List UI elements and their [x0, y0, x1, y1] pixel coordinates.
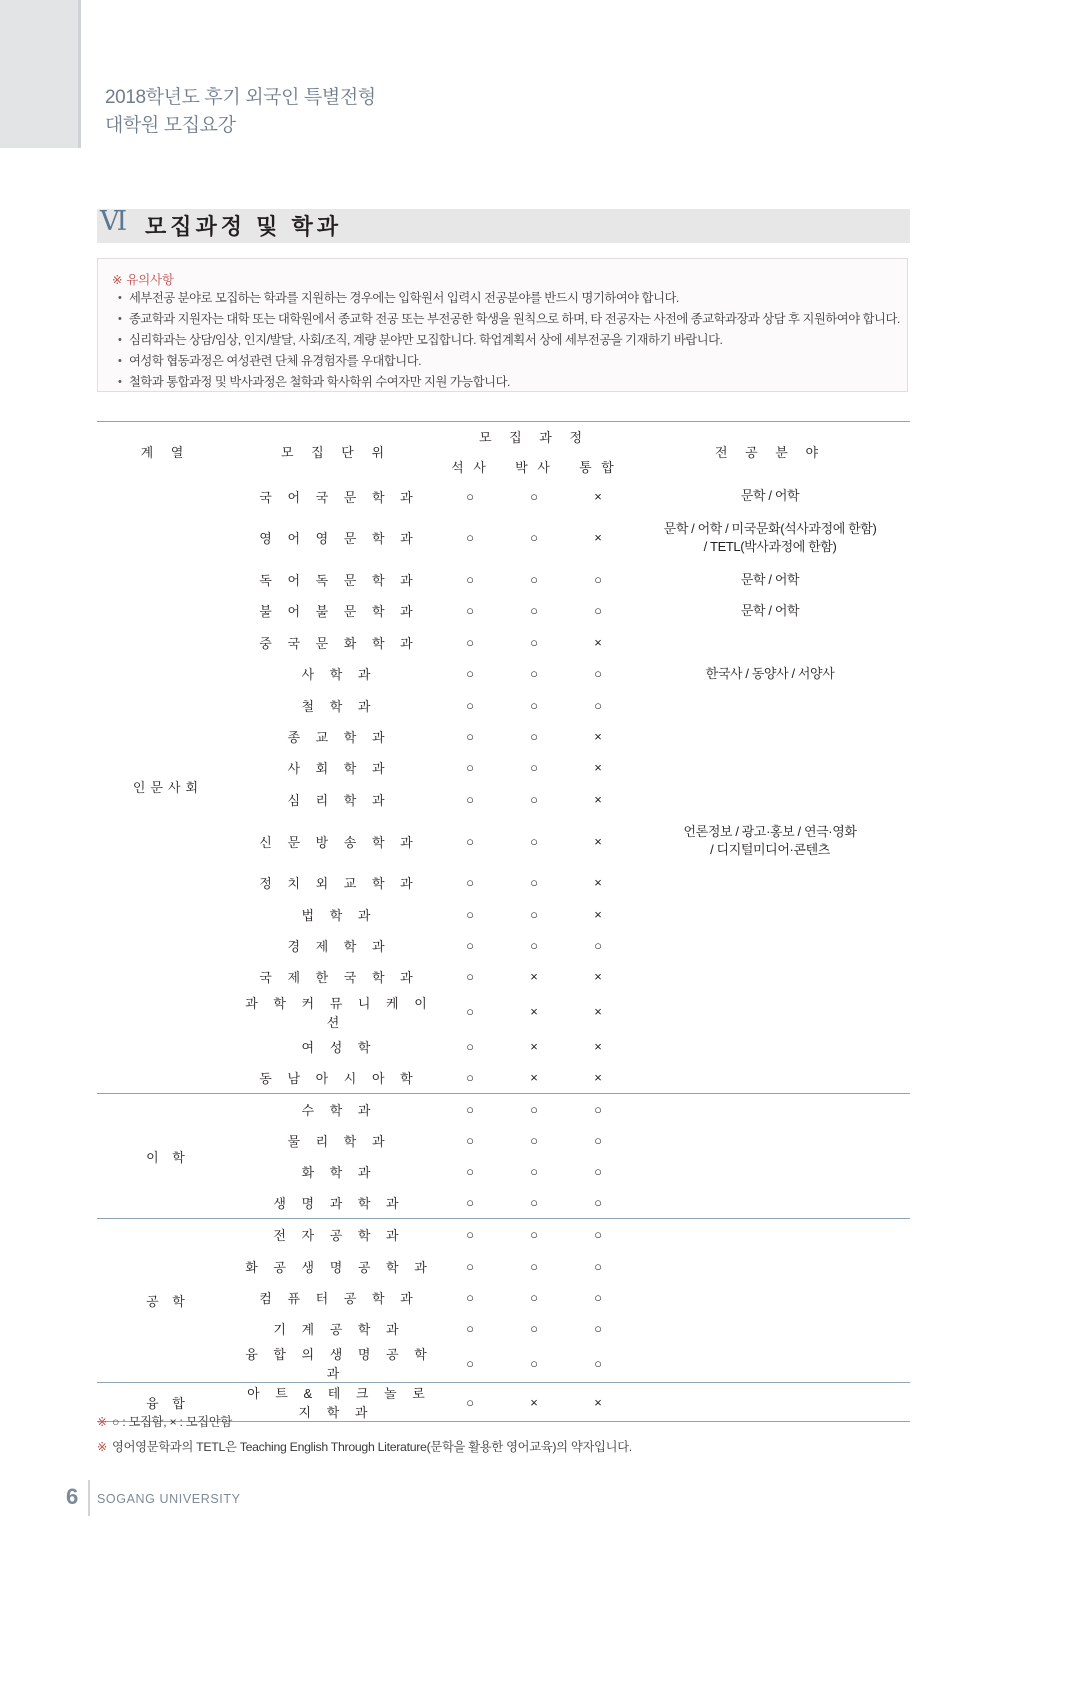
footnote — [97, 1437, 927, 1455]
major-field-cell — [630, 1313, 910, 1344]
unit-cell: 신 문 방 송 학 과 — [259, 834, 419, 850]
integrated-mark: × — [594, 488, 602, 504]
unit-cell: 국 제 한 국 학 과 — [259, 970, 419, 986]
notice-item — [118, 309, 900, 330]
doctoral-mark: ○ — [530, 488, 538, 504]
integrated-mark: ○ — [594, 1132, 602, 1148]
notice-title — [112, 270, 174, 288]
unit-cell: 독 어 독 문 학 과 — [259, 573, 419, 589]
table-row — [97, 1219, 910, 1250]
doctoral-mark: ○ — [530, 572, 538, 588]
masters-mark: ○ — [466, 697, 474, 713]
masters-mark: ○ — [466, 760, 474, 776]
table-body — [97, 481, 910, 1422]
notice-title-label: 유의사항 — [126, 273, 174, 287]
integrated-mark: × — [594, 1004, 602, 1020]
masters-mark: ○ — [438, 1383, 502, 1422]
notice-item-text: 철학과 통합과정 및 박사과정은 철학과 학사학위 수여자만 지원 가능합니다. — [129, 375, 510, 389]
major-field-cell — [630, 867, 910, 898]
major-field-cell — [630, 961, 910, 992]
notice-item — [118, 351, 900, 372]
bullet-icon: • — [118, 376, 122, 388]
masters-mark: ○ — [466, 1321, 474, 1337]
masters-mark: ○ — [466, 1227, 474, 1243]
doctoral-mark: × — [530, 969, 538, 985]
unit-cell: 화 학 과 — [301, 1165, 377, 1181]
integrated-mark: × — [594, 875, 602, 891]
unit-cell: 컴 퓨 터 공 학 과 — [259, 1290, 419, 1306]
masters-mark: ○ — [466, 634, 474, 650]
page-number: 6 — [66, 1484, 79, 1509]
notice-item-text: 심리학과는 상담/임상, 인지/발달, 사회/조직, 계량 분야만 모집합니다. 학업계획서 상에 세부전공을 기재하기 바랍니다. — [129, 333, 723, 347]
left-decorative-band — [0, 0, 78, 148]
th-doctoral: 박 사 — [515, 459, 553, 475]
notice-item — [118, 372, 900, 393]
unit-cell: 동 남 아 시 아 학 — [234, 1062, 438, 1093]
masters-mark: ○ — [466, 729, 474, 745]
integrated-mark: ○ — [566, 1188, 630, 1219]
unit-cell: 경 제 학 과 — [287, 938, 391, 954]
header-line-1: 2018학년도 후기 외국인 특별전형 — [105, 87, 376, 108]
major-field-cell: 문학 / 어학 — [740, 602, 800, 618]
notice-item-text: 여성학 협동과정은 여성관련 단체 유경험자를 우대합니다. — [129, 354, 422, 368]
masters-mark: ○ — [438, 1188, 502, 1219]
series-cell: 융 합 — [97, 1383, 234, 1422]
integrated-mark: ○ — [566, 1344, 630, 1383]
doctoral-mark: ○ — [530, 1101, 538, 1117]
unit-cell: 기 계 공 학 과 — [273, 1322, 405, 1338]
integrated-mark: × — [594, 634, 602, 650]
series-cell: 이 학 — [97, 1093, 234, 1219]
masters-mark: ○ — [466, 530, 474, 546]
doctoral-mark: × — [530, 1038, 538, 1054]
masters-mark: ○ — [438, 1062, 502, 1093]
major-field-cell — [630, 627, 910, 658]
integrated-mark: × — [594, 906, 602, 922]
masters-mark: ○ — [466, 875, 474, 891]
major-field-cell — [630, 1282, 910, 1313]
university-name: SOGANG UNIVERSITY — [97, 1492, 241, 1506]
unit-cell: 생 명 과 학 과 — [234, 1188, 438, 1219]
asterisk-icon: ※ — [97, 1415, 108, 1429]
notice-item — [118, 288, 900, 309]
doctoral-mark: ○ — [530, 1289, 538, 1305]
masters-mark: ○ — [466, 906, 474, 922]
doctoral-mark: ○ — [530, 666, 538, 682]
major-field-cell — [630, 1344, 910, 1383]
integrated-mark: ○ — [594, 666, 602, 682]
unit-cell: 사 회 학 과 — [287, 761, 391, 777]
integrated-mark: × — [594, 530, 602, 546]
page-title: 모집과정 및 학과 — [145, 214, 342, 239]
masters-mark: ○ — [466, 937, 474, 953]
integrated-mark: × — [566, 1062, 630, 1093]
integrated-mark: ○ — [594, 1164, 602, 1180]
notice-item — [118, 330, 900, 351]
major-field-cell — [630, 752, 910, 783]
unit-cell: 아 트 & 테 크 놀 로 지 학 과 — [234, 1383, 438, 1422]
doctoral-mark: ○ — [530, 791, 538, 807]
unit-cell: 물 리 학 과 — [287, 1133, 391, 1149]
notice-item-list — [118, 288, 900, 393]
integrated-mark: × — [594, 1038, 602, 1054]
footnote-text: 영어영문학과의 TETL은 Teaching English Through Literature(문학을 활용한 영어교육)의 약자입니다. — [112, 1440, 632, 1454]
unit-cell: 심 리 학 과 — [287, 792, 391, 808]
footnote-list — [97, 1412, 927, 1462]
doctoral-mark: ○ — [530, 697, 538, 713]
doctoral-mark: ○ — [530, 1227, 538, 1243]
doctoral-mark: ○ — [530, 1164, 538, 1180]
integrated-mark: ○ — [594, 697, 602, 713]
integrated-mark: × — [594, 833, 602, 849]
bullet-icon: • — [118, 355, 122, 367]
th-major-field: 전 공 분 야 — [714, 444, 826, 460]
major-field-cell: 언론정보 / 광고·홍보 / 연극·영화 / 디지털미디어·콘텐츠 — [683, 824, 857, 858]
integrated-mark: ○ — [594, 1227, 602, 1243]
doctoral-mark: ○ — [530, 760, 538, 776]
major-field-cell — [630, 784, 910, 815]
doctoral-mark: ○ — [530, 833, 538, 849]
document-header — [105, 84, 376, 139]
table-head — [97, 422, 910, 481]
doctoral-mark: ○ — [502, 1188, 566, 1219]
masters-mark: ○ — [466, 969, 474, 985]
doctoral-mark: ○ — [530, 937, 538, 953]
integrated-mark: × — [594, 969, 602, 985]
integrated-mark: × — [594, 729, 602, 745]
integrated-mark: × — [594, 791, 602, 807]
unit-cell: 전 자 공 학 과 — [273, 1228, 405, 1244]
doctoral-mark: ○ — [530, 875, 538, 891]
integrated-mark: ○ — [594, 1321, 602, 1337]
major-field-cell: 문학 / 어학 — [740, 488, 800, 504]
integrated-mark: × — [594, 760, 602, 776]
doctoral-mark: ○ — [530, 729, 538, 745]
bullet-icon: • — [118, 334, 122, 346]
footer-rule — [88, 1480, 90, 1516]
major-field-cell — [630, 1031, 910, 1062]
masters-mark: ○ — [466, 1038, 474, 1054]
masters-mark: ○ — [466, 666, 474, 682]
masters-mark: ○ — [466, 791, 474, 807]
major-field-cell — [630, 1062, 910, 1093]
notice-item-text: 종교학과 지원자는 대학 또는 대학원에서 종교학 전공 또는 부전공한 학생을 원칙으로 하며, 타 전공자는 사전에 종교학과장과 상담 후 지원하여야 합니다. — [129, 312, 900, 326]
doctoral-mark: × — [530, 1004, 538, 1020]
major-field-cell — [630, 1188, 910, 1219]
unit-cell: 화 공 생 명 공 학 과 — [245, 1259, 433, 1275]
unit-cell: 종 교 학 과 — [287, 730, 391, 746]
series-cell: 인문사회 — [97, 481, 234, 1094]
integrated-mark: ○ — [594, 1289, 602, 1305]
asterisk-icon: ※ — [112, 273, 123, 287]
unit-cell: 정 치 외 교 학 과 — [259, 876, 419, 892]
masters-mark: ○ — [466, 572, 474, 588]
integrated-mark: × — [566, 1383, 630, 1422]
doctoral-mark: ○ — [530, 1132, 538, 1148]
table-row — [97, 1093, 910, 1124]
unit-cell: 과 학 커 뮤 니 케 이 션 — [245, 995, 433, 1030]
doctoral-mark: ○ — [530, 1258, 538, 1274]
header-line-2: 대학원 모집요강 — [105, 114, 236, 136]
unit-cell: 법 학 과 — [301, 907, 377, 923]
major-field-cell: 문학 / 어학 / 미국문화(석사과정에 한함) / TETL(박사과정에 한함) — [663, 520, 877, 554]
masters-mark: ○ — [466, 488, 474, 504]
footnote-text: ○ : 모집함, × : 모집안함 — [112, 1415, 233, 1429]
integrated-mark: ○ — [594, 572, 602, 588]
unit-cell: 여 성 학 — [301, 1039, 377, 1055]
th-series: 계 열 — [140, 444, 191, 460]
series-cell: 공 학 — [97, 1219, 234, 1383]
integrated-mark: ○ — [594, 1258, 602, 1274]
bullet-icon: • — [118, 313, 122, 325]
doctoral-mark: × — [502, 1383, 566, 1422]
integrated-mark: ○ — [594, 603, 602, 619]
doctoral-mark: ○ — [530, 906, 538, 922]
major-field-cell — [630, 1250, 910, 1281]
unit-cell: 중 국 문 화 학 과 — [259, 635, 419, 651]
th-masters: 석 사 — [451, 459, 489, 475]
doctoral-mark: ○ — [530, 1321, 538, 1337]
masters-mark: ○ — [466, 833, 474, 849]
recruitment-table — [97, 421, 910, 1422]
masters-mark: ○ — [466, 1289, 474, 1305]
table-row — [97, 481, 910, 512]
unit-cell: 국 어 국 문 학 과 — [259, 489, 419, 505]
bullet-icon: • — [118, 292, 122, 304]
integrated-mark: ○ — [594, 937, 602, 953]
doctoral-mark: ○ — [530, 530, 538, 546]
footnote — [97, 1412, 927, 1430]
masters-mark: ○ — [466, 1258, 474, 1274]
masters-mark: ○ — [438, 1344, 502, 1383]
th-process-group: 모 집 과 정 — [478, 430, 590, 446]
integrated-mark: ○ — [594, 1101, 602, 1117]
left-vertical-rule — [78, 0, 81, 148]
unit-cell: 불 어 불 문 학 과 — [259, 604, 419, 620]
major-field-cell — [630, 930, 910, 961]
asterisk-icon: ※ — [97, 1440, 108, 1454]
masters-mark: ○ — [466, 1164, 474, 1180]
unit-cell: 영 어 영 문 학 과 — [259, 531, 419, 547]
masters-mark: ○ — [466, 603, 474, 619]
unit-cell: 수 학 과 — [301, 1102, 377, 1118]
major-field-cell — [630, 1125, 910, 1156]
major-field-cell — [630, 1219, 910, 1250]
major-field-cell — [630, 721, 910, 752]
major-field-cell — [630, 1093, 910, 1124]
masters-mark: ○ — [466, 1132, 474, 1148]
unit-cell: 철 학 과 — [301, 698, 377, 714]
th-unit: 모 집 단 위 — [280, 444, 392, 460]
major-field-cell — [630, 898, 910, 929]
major-field-cell: 문학 / 어학 — [740, 571, 800, 587]
masters-mark: ○ — [466, 1101, 474, 1117]
doctoral-mark: ○ — [530, 603, 538, 619]
unit-cell: 사 학 과 — [301, 667, 377, 683]
doctoral-mark: ○ — [530, 634, 538, 650]
major-field-cell — [630, 993, 910, 1031]
unit-cell: 융 합 의 생 명 공 학 과 — [234, 1344, 438, 1383]
notice-item-text: 세부전공 분야로 모집하는 학과를 지원하는 경우에는 입학원서 입력시 전공분야를 반드시 명기하여야 합니다. — [129, 291, 679, 305]
doctoral-mark: × — [502, 1062, 566, 1093]
doctoral-mark: ○ — [502, 1344, 566, 1383]
masters-mark: ○ — [466, 1004, 474, 1020]
th-integrated: 통 합 — [579, 459, 617, 475]
major-field-cell — [630, 689, 910, 720]
major-field-cell: 한국사 / 동양사 / 서양사 — [705, 665, 835, 681]
section-roman-numeral: Ⅵ — [100, 206, 127, 236]
major-field-cell — [630, 1156, 910, 1187]
